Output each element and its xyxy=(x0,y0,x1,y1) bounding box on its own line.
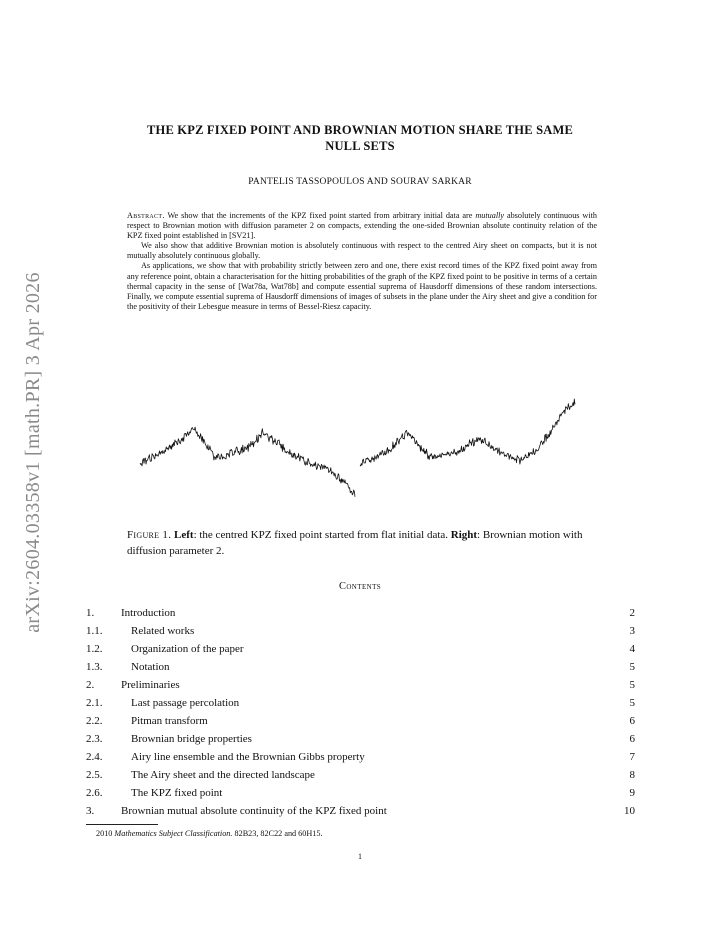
paper-title xyxy=(95,122,625,154)
toc-page: 6 xyxy=(629,733,635,745)
toc-title: The KPZ fixed point xyxy=(131,787,223,799)
toc-number: 2.2. xyxy=(86,715,103,727)
authors: PANTELIS TASSOPOULOS AND SOURAV SARKAR xyxy=(248,177,472,187)
toc-page: 4 xyxy=(629,643,635,655)
figure-1-plots xyxy=(135,398,585,502)
toc-entry xyxy=(86,802,387,820)
toc-page: 9 xyxy=(629,787,635,799)
toc-number: 3. xyxy=(86,805,95,817)
toc-entry xyxy=(86,658,170,676)
toc-item[interactable] xyxy=(86,658,635,676)
toc-title: Brownian mutual absolute continuity of the KPZ fixed point xyxy=(121,805,387,817)
toc-entry xyxy=(86,730,252,748)
toc-entry xyxy=(86,676,180,694)
toc-item[interactable] xyxy=(86,640,635,658)
figure-1-caption xyxy=(127,527,597,559)
toc-number: 1.2. xyxy=(86,643,103,655)
toc-title: Organization of the paper xyxy=(131,643,244,655)
footnote-rule xyxy=(86,824,158,825)
toc-entry xyxy=(86,694,239,712)
toc-item[interactable] xyxy=(86,604,635,622)
toc-number: 2.4. xyxy=(86,751,103,763)
toc-item[interactable] xyxy=(86,802,635,820)
abstract-p1-end: absolutely continuous with respect to Brownian motion with diffusion parameter 2 on compacts, extending the one-sided Brownian absolute continuity relation of the KPZ fixed point established in [SV21]. xyxy=(127,211,597,241)
toc-entry xyxy=(86,784,222,802)
arxiv-identifier xyxy=(18,252,48,652)
toc-number: 2.1. xyxy=(86,697,103,709)
abstract-p1-start: We show that the increments of the KPZ fixed point started from arbitrary initial data are xyxy=(164,211,476,220)
toc-entry xyxy=(86,604,175,622)
table-of-contents xyxy=(86,604,635,820)
toc-title: The Airy sheet and the directed landscape xyxy=(131,769,315,781)
toc-item[interactable] xyxy=(86,748,635,766)
toc-title: Related works xyxy=(131,625,195,637)
footnote-year: 2010 xyxy=(96,829,115,838)
toc-page: 7 xyxy=(629,751,635,763)
toc-title: Airy line ensemble and the Brownian Gibbs property xyxy=(131,751,365,763)
abstract-paragraph-3: As applications, we show that with probability strictly between zero and one, there exist record times of the KPZ fixed point away from any reference point, obtain a characterisation for the hitting probabilities of the graph of the KPZ fixed point to be positive in terms of a certain thermal capacity in the sense of [Wat78a, Wat78b] and compute essential suprema of Hausdorff dimensions of these random intersections. Finally, we compute essential suprema of Hausdorff dimensions of images of subsets in the plane under the Airy sheet and give a condition for the positivity of their Lebesgue measure in terms of Bessel-Riesz capacity. xyxy=(127,261,597,311)
caption-right-text: : Brownian motion with diffusion parameter 2. xyxy=(127,529,583,557)
toc-item[interactable] xyxy=(86,622,635,640)
abstract-paragraph-2: We also show that additive Brownian motion is absolutely continuous with respect to the centred Airy sheet on compacts, but it is not mutually absolutely continuous globally. xyxy=(127,241,597,261)
toc-item[interactable] xyxy=(86,730,635,748)
toc-title: Notation xyxy=(131,661,170,673)
toc-title: Pitman transform xyxy=(131,715,208,727)
toc-page: 5 xyxy=(629,661,635,673)
toc-number: 2.6. xyxy=(86,787,103,799)
abstract-emphasis: mutually xyxy=(475,211,505,220)
caption-left-label: Left xyxy=(174,529,194,541)
footnote xyxy=(96,829,596,838)
toc-entry xyxy=(86,640,244,658)
toc-title: Last passage percolation xyxy=(131,697,240,709)
toc-number: 2.5. xyxy=(86,769,103,781)
toc-number: 1. xyxy=(86,607,95,619)
abstract-paragraph-1 xyxy=(127,211,597,241)
figure-label: Figure 1. xyxy=(127,529,172,541)
abstract xyxy=(127,211,597,312)
toc-number: 1.3. xyxy=(86,661,103,673)
toc-item[interactable] xyxy=(86,712,635,730)
toc-title: Brownian bridge properties xyxy=(131,733,252,745)
title-line-2: NULL SETS xyxy=(325,139,395,153)
toc-entry xyxy=(86,766,315,784)
toc-title: Introduction xyxy=(121,607,176,619)
abstract-label: Abstract. xyxy=(127,211,165,220)
contents-heading: Contents xyxy=(338,581,382,592)
toc-title: Preliminaries xyxy=(121,679,180,691)
toc-number: 2. xyxy=(86,679,95,691)
toc-page: 2 xyxy=(629,607,635,619)
toc-entry xyxy=(86,622,194,640)
toc-page: 3 xyxy=(629,625,635,637)
footnote-msc: Mathematics Subject Classification. xyxy=(114,829,233,838)
toc-item[interactable] xyxy=(86,694,635,712)
arxiv-id-text: arXiv:2604.03358v1 [math.PR] 3 Apr 2026 xyxy=(21,271,44,633)
toc-entry xyxy=(86,748,365,766)
toc-entry xyxy=(86,712,208,730)
title-line-1: THE KPZ FIXED POINT AND BROWNIAN MOTION SHARE THE SAME xyxy=(146,123,574,137)
toc-item[interactable] xyxy=(86,676,635,694)
toc-number: 1.1. xyxy=(86,625,103,637)
caption-left-text: : the centred KPZ fixed point started from flat initial data. xyxy=(193,529,451,541)
toc-page: 5 xyxy=(629,697,635,709)
toc-item[interactable] xyxy=(86,784,635,802)
caption-right-label: Right xyxy=(450,529,478,541)
toc-number: 2.3. xyxy=(86,733,103,745)
brownian-motion-path xyxy=(360,399,575,466)
toc-page: 5 xyxy=(629,679,635,691)
page-number: 1 xyxy=(358,852,362,861)
toc-page: 8 xyxy=(629,769,635,781)
toc-page: 6 xyxy=(629,715,635,727)
toc-page: 10 xyxy=(624,805,635,817)
footnote-codes: 82B23, 82C22 and 60H15. xyxy=(232,829,323,838)
kpz-fixed-point-path xyxy=(140,427,355,497)
toc-item[interactable] xyxy=(86,766,635,784)
